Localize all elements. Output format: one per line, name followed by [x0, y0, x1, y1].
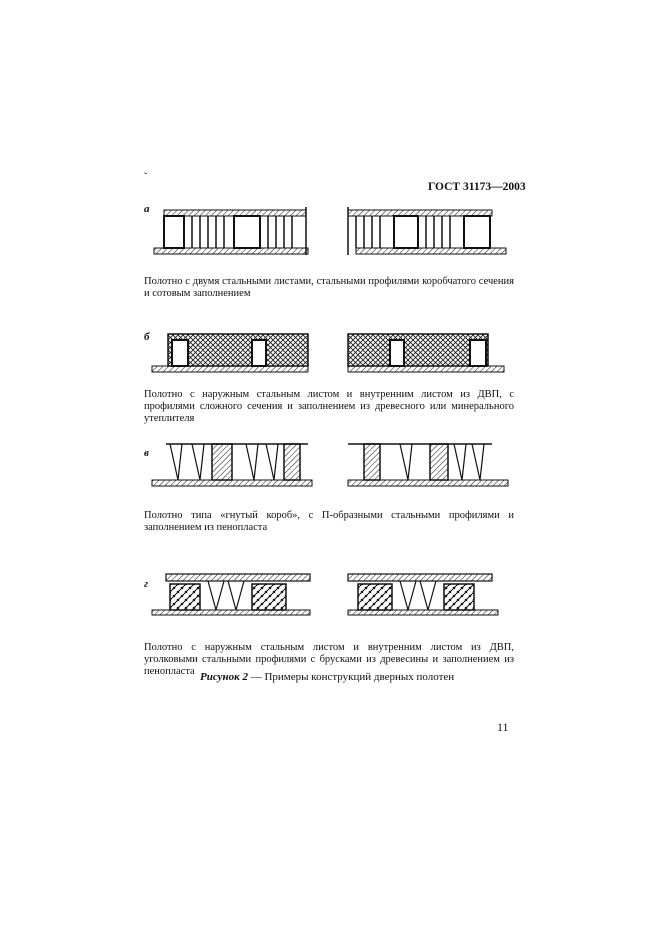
figure-label-a: а	[144, 203, 150, 215]
standard-header: ГОСТ 31173—2003	[428, 181, 526, 193]
figure-a-caption: Полотно с двумя стальными листами, стальными профилями коробчатого сечения и сотовым заполнением	[144, 276, 514, 299]
figure-number: Рисунок 2	[200, 671, 248, 683]
figure-g-caption: Полотно с наружным стальным листом и внутренним листом из ДВП, уголковыми стальными профилями с брусками из древесины и заполнением из пенопласта	[144, 642, 514, 677]
page-number: 11	[497, 720, 509, 734]
figure-b-drawing	[148, 330, 516, 375]
figure-a-drawing	[148, 205, 516, 257]
stray-mark: ˇ	[144, 172, 148, 183]
figure-label-g: г	[144, 578, 149, 590]
figure-v-caption: Полотно типа «гнутый короб», с П-образными стальными профилями и заполнением из пенопласта	[144, 510, 514, 533]
figure-caption-dash: —	[247, 671, 265, 683]
figure-caption-text: Примеры конструкций дверных полотен	[264, 671, 455, 683]
figure-label-v: в	[144, 447, 149, 459]
figure-b-caption: Полотно с наружным стальным листом и внутренним листом из ДВП, с профилями сложного сечения и заполнением из древесного или минерального утеплителя	[144, 389, 514, 424]
figure-label-b: б	[144, 331, 150, 343]
figure-caption	[200, 671, 454, 683]
figure-v-drawing	[148, 440, 516, 494]
figure-g-drawing	[148, 570, 516, 620]
